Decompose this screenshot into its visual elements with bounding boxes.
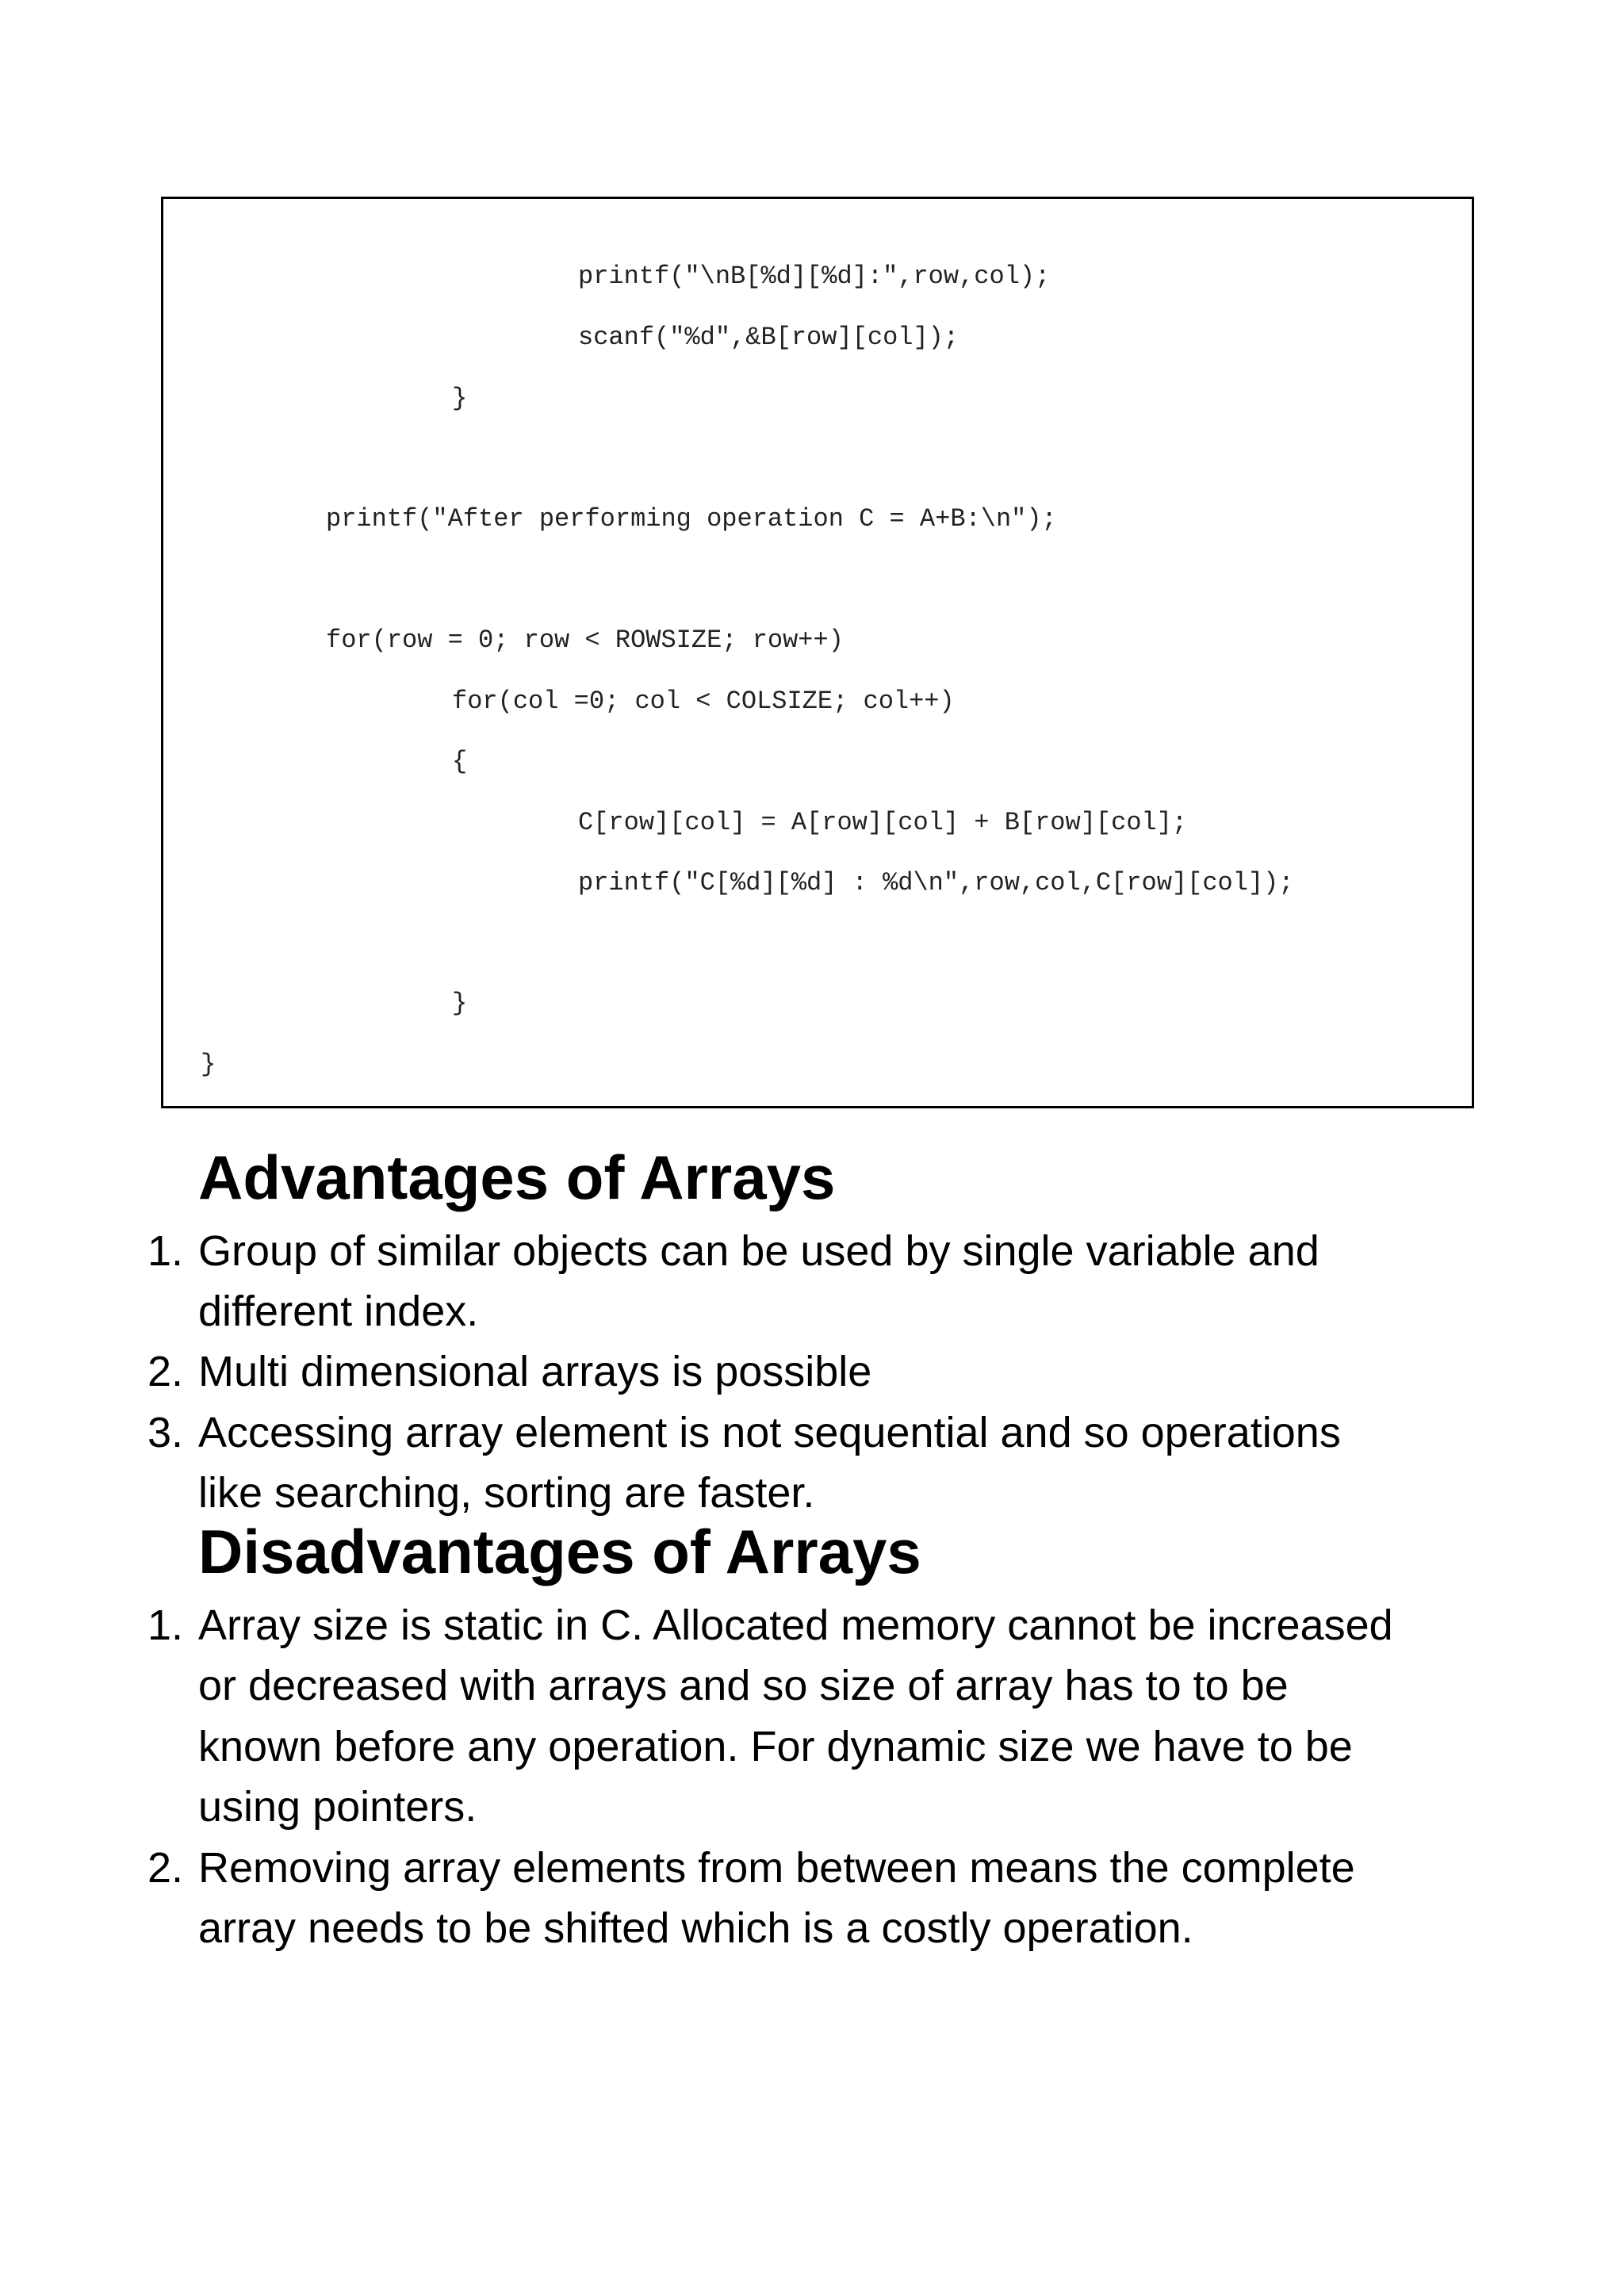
code-block xyxy=(161,197,1474,1108)
list-text: Group of similar objects can be used by single variable and xyxy=(198,1227,1320,1275)
code-line: } xyxy=(201,1050,216,1079)
list-text: different index. xyxy=(198,1288,479,1335)
code-line: scanf("%d",&B[row][col]); xyxy=(578,323,959,352)
advantages-heading: Advantages of Arrays xyxy=(198,1142,836,1212)
list-text: using pointers. xyxy=(198,1783,477,1831)
code-line: for(col =0; col < COLSIZE; col++) xyxy=(452,687,955,716)
list-number: 3. xyxy=(147,1409,184,1456)
list-text: Multi dimensional arrays is possible xyxy=(198,1348,872,1395)
list-number: 2. xyxy=(147,1844,184,1892)
list-text: known before any operation. For dynamic size we have to be xyxy=(198,1723,1353,1770)
code-line: } xyxy=(452,989,468,1018)
list-text: array needs to be shifted which is a costly operation. xyxy=(198,1904,1193,1952)
code-line: printf("C[%d][%d] : %d\n",row,col,C[row][col]); xyxy=(578,868,1294,897)
list-text: Accessing array element is not sequential and so operations xyxy=(198,1409,1341,1456)
list-text: Removing array elements from between means the complete xyxy=(198,1844,1355,1892)
list-text: like searching, sorting are faster. xyxy=(198,1469,815,1517)
code-line: for(row = 0; row < ROWSIZE; row++) xyxy=(326,626,844,655)
code-line: printf("\nB[%d][%d]:",row,col); xyxy=(578,262,1051,291)
disadvantages-heading: Disadvantages of Arrays xyxy=(198,1517,921,1586)
list-number: 1. xyxy=(147,1227,184,1275)
code-line: { xyxy=(452,747,468,776)
code-line: C[row][col] = A[row][col] + B[row][col]; xyxy=(578,808,1188,837)
list-number: 2. xyxy=(147,1348,184,1395)
list-text: Array size is static in C. Allocated memory cannot be increased xyxy=(198,1601,1393,1649)
list-number: 1. xyxy=(147,1601,184,1649)
code-line: } xyxy=(452,384,468,413)
list-text: or decreased with arrays and so size of array has to to be xyxy=(198,1662,1289,1709)
code-line: printf("After performing operation C = A+B:\n"); xyxy=(326,504,1057,534)
